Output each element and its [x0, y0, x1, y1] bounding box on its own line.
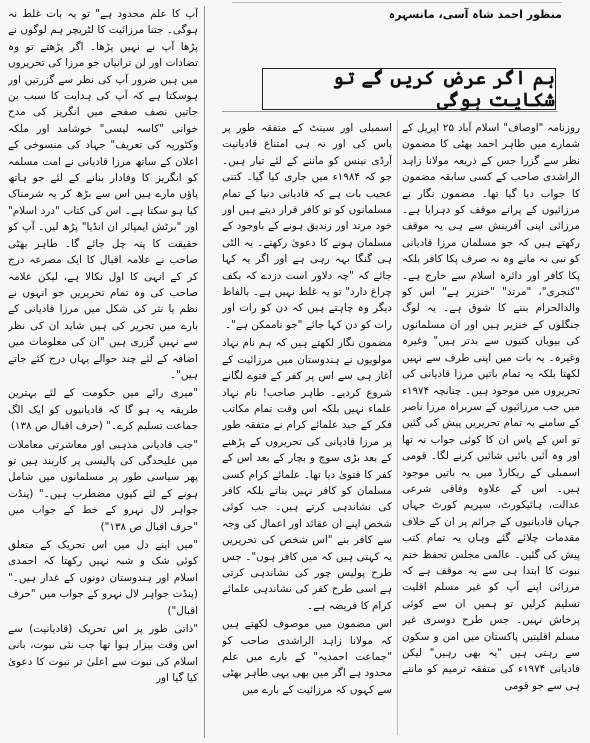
column-divider — [397, 120, 398, 735]
column-divider — [204, 6, 205, 738]
paragraph: اس مضمون میں موصوف لکھتے ہیں کہ مولانا زاہد الراشدی صاحب کو "جماعت احمدیہ" کے بارے میں علم محدود ہے اگر میں بھی یہی طاہر بھٹی سے کہوں کہ مرزائیت کے بارے میں — [222, 618, 392, 696]
quote: "میں اپنے دل میں اس تحریک کے متعلق کوئی شک و شبہ نہیں رکھتا کہ احمدی اسلام اور ہندوستان دونوں کے غدار ہیں۔" (پنڈت جواہر لال نہرو کے جواب میں "حرف اقبال") — [8, 539, 198, 617]
quote: "ذاتی طور پر اس تحریک (قادیانیت) سے اس وقت بیزار ہوا تھا جب نئی نبوت، بانی اسلام کی نبوت سے اعلیٰ تر نبوت کا دعویٰ کیا گیا اور — [8, 623, 198, 685]
paragraph: روزنامہ "اوصاف" اسلام آباد ۲۵ اپریل کے شمارے میں طاہر احمد بھٹی کا مضمون نظر سے گزرا جس کے ذریعہ مولانا زاہد الراشدی صاحب کے کسی سابقہ مضمون کا جواب دیا گیا تھا۔ مضمون نگار نے مرزائیوں کے پرانے موقف کو دہرایا ہے۔ مرزائی اپنی آفرینش سے ہی یہ موقف رکھتے ہیں کہ جو مسلمان مرزا قادیانی کو نبی نہ مانے وہ نہ صرف پکا کافر بلکہ پکا کافر اور دائرہ اسلام سے خارج ہے۔ "کنجری"، "مرتد" "خنزیر ہے" اس کو والدالحرام بننے کا شوق ہے۔ یہ لوگ جنگلوں کے خنزیر ہیں اور ان مسلمانوں کی بیویاں کتیوں سے بدتر ہیں" وغیرہ وغیرہ۔ یہ بات میں اپنی طرف سے نہیں لکھتا بلکہ یہ تمام باتیں مرزا قادیانی کی تحریروں میں موجود ہیں۔ چنانچہ ۱۹۷۴ء میں جب مرزائیوں کے سربراہ مرزا ناصر کے سامنے یہ تمام تحریریں پیش کی گئیں تو اس کے پاس ان کا کوئی جواب نہ تھا اور وہ آئیں بائیں شائیں کرنے لگا۔ قومی اسمبلی کے ریکارڈ میں یہ باتیں موجود ہیں۔ اس کے علاوہ وفاقی شرعی عدالت، ہائیکورٹ، سپریم کورٹ جہاں جہاں قادیانیوں کے جرائم پر ان کے خلاف مقدمات چلائے گئے وہاں یہ تمام کتب پیش کی گئیں۔ عالمی مجلس تحفظ ختم نبوت کا ابتدا ہی سے یہ موقف ہے کہ مرزائی اپنے آپ کو غیر مسلم اقلیت تسلیم کرلیں تو ہمیں ان سے کوئی پرخاش نہیں۔ جس طرح دوسری غیر مسلم اقلیتیں پاکستان میں امن و سکون سے رہتی ہیں "یہ بھی رہیں" لیکن قادیانی ۱۹۷۴ء کی متفقہ ترمیم کو ماننے ہی سے جو قومی — [402, 122, 580, 692]
quote: "میری رائے میں حکومت کے لئے بہترین طریقہ یہ ہو گا کہ قادیانیوں کو ایک الگ جماعت تسلیم کرے۔" (حرف اقبال ص ۱۳۸) — [8, 387, 198, 433]
article-column-left — [8, 6, 198, 738]
quote: "جب قادیانی مذہبی اور معاشرتی معاملات میں علیحدگی کی پالیسی پر کاربند ہیں تو پھر سیاسی طور پر مسلمانوں میں شامل ہونے کے لئے کیوں مضطرب ہیں۔" (پنڈت جواہر لال نہرو کے خط کے جواب میں "حرف اقبال ص ۱۳۸") — [8, 438, 198, 533]
article-column-right — [402, 120, 580, 740]
headline: ہم اگر عرض کریں گے تو شکایت ہوگی — [262, 68, 556, 110]
article-column-middle — [222, 120, 392, 740]
paragraph: آپ کا علم محدود ہے" تو یہ بات غلط نہ ہوگی۔ جتنا مرزائیت کا لٹریچر ہم لوگوں نے پڑھا آپ نے نہیں پڑھا۔ اگر پڑھتے تو وہ تضادات اور لن ترانیاں جو مرزا کی تحریروں میں ہیں ضرور آپ کی نظر سے گزرتیں اور ہوسکتا ہے کہ آپ کی ہدایت کا سبب بن جاتیں نصف صفحے میں انگریز کی مدح خوانی "کاسہ لیسی" خوشامد اور ملکہ وکٹوریہ کی تعریف" جہاد کی منسوخی کے اعلان کے ساتھ مرزا قادیانی نے امت مسلمہ کو انگریز کا وفادار بنانے کے لئے جو ہاتھ پاؤں مارے ہیں اس سے بڑھ کر یہ شرمناک کیا ہو سکتا ہے۔ اس کی کتاب "درد اسلام" اور "برٹش ایمپائر ان انڈیا" پڑھ لیں۔ آپ کو حقیقت کا پتہ چل جائے گا۔ طاہر بھٹی صاحب نے علامہ اقبال کا ایک مصرعہ درج کر کے انہی کا اول نکالا ہے، لیکن علامہ صاحب کی وہ تمام تحریریں جو انہوں نے نظم یا نثر کی شکل میں مرزا قادیانی کے بارے میں تحریر کی ہیں شاید ان کی نظر سے نہیں گزری ہیں "ان کی معلومات میں اضافہ کے لئے چند حوالے یہاں درج کئے جاتے ہیں"۔ — [8, 8, 198, 381]
paragraph: اسمبلی اور سینٹ کے متفقہ طور پر پاس کی اور نہ ہی امتناع قادیانیت آرڈی نینس کو ماننے کے لئے تیار ہیں۔ جو کہ ۱۹۸۴ء میں جاری کیا گیا۔ کتنی عجیب بات ہے کہ قادیانی دنیا کے تمام مسلمانوں کو تو کافر قرار دیتے ہیں اور خود مرتد اور زندیق ہونے کے باوجود کے مسلمان ہونے کا دعویٰ رکھتے۔ یہ الٹی ہی گنگا بہہ رہی ہے اور اگر یہ کہا جائے کہ "چہ دلاور است دزدے کہ بکف چراغ دارد" تو یہ غلط نہیں ہے۔ بالفاظ دیگر وہ چاہتے ہیں کہ دن کو رات اور رات کو دن کہا جائے "جو ناممکن ہے"۔ — [222, 122, 392, 331]
paragraph: مضمون نگار لکھتے ہیں کہ ہم نام نہاد مولویوں نے ہندوستان میں مرزائیت کے آغاز ہی سے اس پر کفر کے فتوے لگانے شروع کردیے۔ طاہر صاحب! نام نہاد علماء نہیں بلکہ اس وقت تمام مکاتب فکر کے جید علمائے کرام نے متفقہ طور پر مرزا قادیانی کی تحریروں کے پڑھنے کے بعد بڑی سوچ و بچار کے بعد اس کے کفر کا فتویٰ دیا تھا۔ علمائے کرام کسی مسلمان کو کافر نہیں بناتے بلکہ کافر کی نشاندہی کرتے ہیں۔ جب کوئی شخص اپنے ان عقائد اور اعمال کی وجہ سے کافر بنے "اس شخص کی تحریریں یہ کہتی ہیں کہ میں کافر ہوں"۔ جس طرح پولیس چور کی نشاندہی کرتی ہے اسی طرح کفر کی نشاندہی علمائے کرام کا فریضہ ہے۔ — [222, 337, 392, 612]
headline-divider — [222, 111, 558, 112]
top-rule — [232, 2, 562, 3]
byline: منظور احمد شاہ آسی، مانسہرہ — [388, 8, 562, 21]
